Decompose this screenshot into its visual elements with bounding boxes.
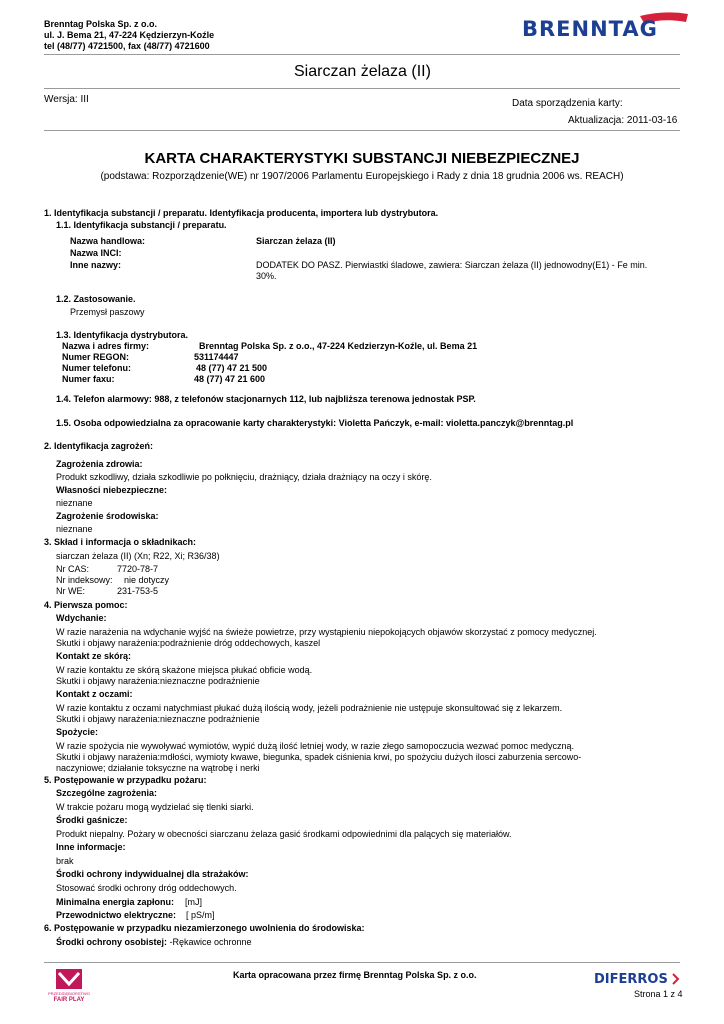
other-names-label: Inne nazwy: — [70, 260, 122, 270]
ingestion-text-2: Skutki i objawy narażenia:mdłości, wymioty kwawe, biegunka, spadek ciśnienia krwi, po spożyciu dużych ilosci zaburzenia sercowo- — [56, 752, 582, 762]
company-name: Brenntag Polska Sp. z o.o. — [44, 19, 158, 29]
personal-protection — [56, 937, 252, 948]
eye-label: Kontakt z oczami: — [56, 689, 133, 699]
ignition-energy-value: [mJ] — [185, 897, 202, 907]
other-names-value-2: 30%. — [256, 271, 277, 281]
extinguishing-value: Produkt niepalny. Pożary w obecności siarczanu żelaza gasić środkami odpowiednimi dla palących się materiałów. — [56, 829, 512, 839]
ingestion-text-3: naczyniowe; działanie toksyczne na wątrobę i nerki — [56, 763, 260, 773]
fairplay-logo — [44, 968, 94, 1008]
prepared-by: Karta opracowana przez firmę Brenntag Polska Sp. z o.o. — [233, 970, 477, 980]
update-date: Aktualizacja: 2011-03-16 — [568, 115, 678, 126]
company-phone: tel (48/77) 4721500, fax (48/77) 4721600 — [44, 41, 210, 51]
we-value: 231-753-5 — [117, 586, 159, 596]
firefighter-ppe-label: Środki ochrony indywidualnej dla strażaków: — [56, 869, 249, 879]
diferros-text: DIFERROS — [594, 972, 668, 987]
section-5-heading: 5. Postępowanie w przypadku pożaru: — [44, 775, 207, 785]
inhalation-text-1: W razie narażenia na wdychanie wyjść na świeże powietrze, przy wystąpieniu niepokojących objawów skorzystać z pomocy medycznej. — [56, 627, 597, 637]
document-subtitle: (podstawa: Rozporządzenie(WE) nr 1907/2006 Parlamentu Europejskiego i Rady z dnia 18 grudnia 2006 ws. REACH) — [100, 171, 624, 182]
conductivity-value: [ pS/m] — [186, 910, 215, 920]
ingestion-label: Spożycie: — [56, 727, 99, 737]
inci-label: Nazwa INCI: — [70, 248, 122, 258]
trade-name-value: Siarczan żelaza (II) — [256, 236, 336, 246]
fax-value: 48 (77) 47 21 600 — [194, 374, 266, 384]
composition: siarczan żelaza (II) (Xn; R22, Xi; R36/38) — [56, 551, 220, 561]
header-divider-3 — [44, 130, 680, 131]
section-1-5: 1.5. Osoba odpowiedzialna za opracowanie karty charakterystyki: Violetta Pańczyk, e-mail: violetta.panczyk@brenntag.pl — [56, 418, 574, 428]
section-1-1-heading: 1.1. Identyfikacja substancji / preparatu. — [56, 220, 227, 230]
personal-protection-value: -Rękawice ochronne — [167, 937, 252, 947]
env-label: Zagrożenie środowiska: — [56, 511, 159, 521]
eye-text-2: Skutki i objawy narażenia:nieznaczne podrażnienie — [56, 714, 260, 724]
section-4-heading: 4. Pierwsza pomoc: — [44, 600, 128, 610]
danger-value: nieznane — [56, 498, 93, 508]
diferros-logo — [594, 970, 680, 986]
index-value: nie dotyczy — [124, 575, 170, 585]
eye-text-1: W razie kontaktu z oczami natychmiast płukać dużą ilością wody, jeżeli podrażnienie nie ustępuje skonsultować się z lekarzem. — [56, 703, 563, 713]
diferros-arrow-icon — [672, 973, 680, 985]
header-divider-2 — [44, 88, 680, 89]
section-1-4: 1.4. Telefon alarmowy: 988, z telefonów stacjonarnych 112, lub najbliższa terenowa jednostak PSP. — [56, 394, 476, 404]
we-label: Nr WE: — [56, 586, 85, 596]
firefighter-ppe-value: Stosować środki ochrony dróg oddechowych. — [56, 883, 237, 893]
distributor-label: Nazwa i adres firmy: — [62, 341, 150, 351]
regon-value: 531174447 — [194, 352, 239, 362]
trade-name-label: Nazwa handlowa: — [70, 236, 146, 246]
special-hazards-label: Szczególne zagrożenia: — [56, 788, 158, 798]
fairplay-text: FAIR PLAY — [53, 997, 85, 1003]
special-hazards-value: W trakcie pożaru mogą wydzielać się tlenki siarki. — [56, 802, 254, 812]
ignition-energy-label: Minimalna energia zapłonu: — [56, 897, 175, 907]
health-value: Produkt szkodliwy, działa szkodliwie po połknięciu, drażniący, działa drażniący na oczy i skórę. — [56, 472, 432, 482]
header-divider — [44, 54, 680, 55]
fairplay-mark-icon — [55, 968, 83, 990]
skin-label: Kontakt ze skórą: — [56, 651, 132, 661]
section-6-heading: 6. Postępowanie w przypadku niezamierzonego uwolnienia do środowiska: — [44, 923, 365, 933]
product-title: Siarczan żelaza (II) — [294, 63, 431, 80]
fax-label: Numer faxu: — [62, 374, 115, 384]
cas-value: 7720-78-7 — [117, 564, 159, 574]
company-address: ul. J. Bema 21, 47-224 Kędzierzyn-Koźle — [44, 30, 215, 40]
extinguishing-label: Środki gaśnicze: — [56, 815, 128, 825]
section-2-heading: 2. Identyfikacja zagrożeń: — [44, 441, 154, 451]
section-1-3-heading: 1.3. Identyfikacja dystrybutora. — [56, 330, 189, 340]
health-label: Zagrożenia zdrowia: — [56, 459, 143, 469]
inhalation-text-2: Skutki i objawy narażenia:podrażnienie dróg oddechowych, kaszel — [56, 638, 321, 648]
inhalation-label: Wdychanie: — [56, 613, 107, 623]
document-title: KARTA CHARAKTERYSTYKI SUBSTANCJI NIEBEZPIECZNEJ — [144, 150, 580, 167]
phone-value: 48 (77) 47 21 500 — [196, 363, 268, 373]
page-number: Strona 1 z 4 — [634, 989, 683, 999]
other-info-label: Inne informacje: — [56, 842, 126, 852]
index-label: Nr indeksowy: — [56, 575, 113, 585]
skin-text-1: W razie kontaktu ze skórą skażone miejsca płukać obficie wodą. — [56, 665, 313, 675]
env-value: nieznane — [56, 524, 93, 534]
phone-label: Numer telefonu: — [62, 363, 132, 373]
version: Wersja: III — [44, 94, 89, 105]
cas-label: Nr CAS: — [56, 564, 90, 574]
skin-text-2: Skutki i objawy narażenia:nieznaczne podrażnienie — [56, 676, 260, 686]
distributor-value: Brenntag Polska Sp. z o.o., 47-224 Kedzierzyn-Koźle, ul. Bema 21 — [199, 341, 478, 351]
footer-divider — [44, 962, 680, 963]
ingestion-text-1: W razie spożycia nie wywoływać wymiotów, wypić dużą ilość letniej wody, w razie złego samopoczucia wezwać pomoc medyczną. — [56, 741, 575, 751]
usage-value: Przemysł paszowy — [70, 307, 145, 317]
date-label: Data sporządzenia karty: — [512, 98, 623, 109]
danger-label: Własności niebezpieczne: — [56, 485, 168, 495]
section-1-heading: 1. Identyfikacja substancji / preparatu. Identyfikacja producenta, importera lub dystrybutora. — [44, 208, 439, 218]
section-3-heading: 3. Skład i informacja o składnikach: — [44, 537, 197, 547]
section-1-2-heading: 1.2. Zastosowanie. — [56, 294, 136, 304]
fairplay-caption: PRZEDSIĘBIORSTWO — [48, 991, 90, 996]
other-names-value-1: DODATEK DO PASZ. Pierwiastki śladowe, zawiera: Siarczan żelaza (II) jednowodny(E1) - Fe min. — [256, 260, 648, 270]
personal-protection-label: Środki ochrony osobistej: — [56, 937, 168, 947]
other-info-value: brak — [56, 856, 74, 866]
conductivity-label: Przewodnictwo elektryczne: — [56, 910, 177, 920]
regon-label: Numer REGON: — [62, 352, 130, 362]
brenntag-logo-text: BRENNTAG — [522, 17, 658, 41]
brenntag-logo — [520, 10, 690, 42]
